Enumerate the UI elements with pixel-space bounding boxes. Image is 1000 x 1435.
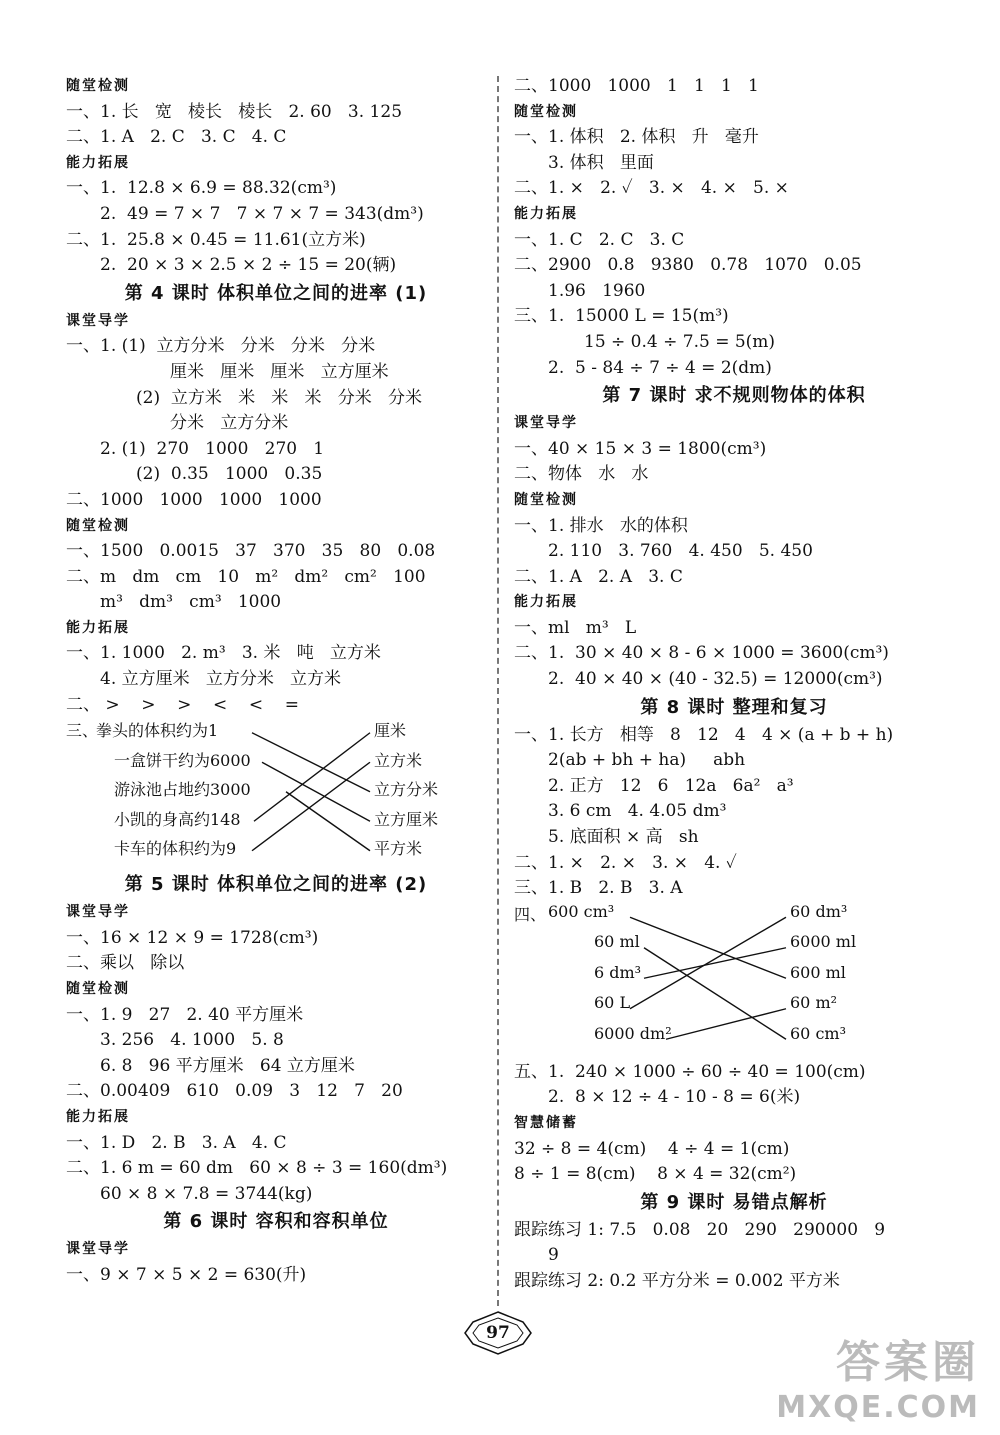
match1-matching	[66, 718, 486, 870]
section-heading: 能力拓展	[66, 619, 130, 636]
lesson-title: 第 9 课时 易错点解析	[640, 1191, 828, 1213]
match1-left-item: 小凯的身高约148	[114, 809, 241, 829]
watermark-url: MXQE.COM	[776, 1390, 980, 1425]
match1-left-item: 一盒饼干约为6000	[114, 750, 251, 770]
match2-right-item: 60 cm³	[790, 1023, 846, 1043]
section-heading: 随堂检测	[514, 491, 578, 508]
match1-right-item: 平方米	[374, 839, 423, 859]
match2-left-item: 6000 dm²	[594, 1023, 672, 1043]
answer-line: 9	[548, 1245, 559, 1266]
answer-line: 一、ml m³ L	[514, 617, 637, 638]
answer-line: 2(ab + bh + ha) abh	[548, 750, 746, 771]
lesson-title: 第 4 课时 体积单位之间的进率 (1)	[124, 282, 428, 304]
answer-line: 二、2900 0.8 9380 0.78 1070 0.05	[514, 255, 862, 276]
section-heading: 随堂检测	[514, 103, 578, 120]
match1-connector-line	[252, 733, 370, 792]
answer-line: 跟踪练习 1: 7.5 0.08 20 290 290000 9	[514, 1219, 886, 1240]
match1-left-item: 拳头的体积约为1	[96, 721, 219, 741]
match2-left-item: 60 ml	[594, 932, 640, 952]
answer-line: 6. 8 96 平方厘米 64 立方厘米	[100, 1055, 355, 1076]
match2-left-item: 6 dm³	[594, 962, 642, 982]
match2-right-item: 600 ml	[790, 962, 846, 982]
match1-connector-line	[286, 792, 370, 851]
answer-line: (2) 0.35 1000 0.35	[136, 464, 323, 485]
answer-line: 五、1. 240 × 1000 ÷ 60 ÷ 40 = 100(cm)	[514, 1061, 866, 1082]
answer-line: 一、1. 12.8 × 6.9 = 88.32(cm³)	[66, 178, 337, 199]
answer-line: 2. 40 × 40 × (40 - 32.5) = 12000(cm³)	[548, 669, 883, 690]
answer-line: 3. 6 cm 4. 4.05 dm³	[548, 801, 727, 822]
answer-line: 3. 体积 里面	[548, 152, 654, 173]
page-number-text: 97	[486, 1323, 510, 1343]
answer-line: 一、1. D 2. B 3. A 4. C	[66, 1132, 287, 1153]
match2-right-item: 6000 ml	[790, 932, 857, 952]
answer-line: 二、1. A 2. A 3. C	[514, 566, 683, 587]
answer-line: 一、1. 9 27 2. 40 平方厘米	[66, 1004, 304, 1025]
answer-line: (2) 立方米 米 米 米 分米 分米	[136, 387, 422, 408]
answer-line: 二、m dm cm 10 m² dm² cm² 100	[66, 566, 426, 587]
match2-connector-line	[630, 917, 786, 978]
section-heading: 课堂导学	[66, 904, 130, 921]
section-heading: 智慧储蓄	[514, 1115, 578, 1131]
answer-line: 2. 110 3. 760 4. 450 5. 450	[548, 541, 813, 562]
match2-left-item: 60 L	[594, 993, 631, 1013]
answer-line: 二、1. A 2. C 3. C 4. C	[66, 127, 287, 148]
answer-line: 一、40 × 15 × 3 = 1800(cm³)	[514, 438, 767, 459]
section-heading: 随堂检测	[66, 78, 130, 94]
answer-line: 二、物体 水 水	[514, 464, 649, 485]
answer-line: 二、0.00409 610 0.09 3 12 7 20	[66, 1081, 403, 1102]
match2-matching	[514, 902, 954, 1060]
watermark	[776, 1326, 980, 1425]
section-heading: 能力拓展	[66, 1109, 130, 1125]
match1-right-item: 立方厘米	[374, 809, 439, 829]
answer-line: 二、1. × 2. × 3. × 4. ✓	[514, 852, 737, 873]
answer-line: 分米 立方分米	[170, 413, 289, 434]
watermark-logo: 答案圈	[836, 1337, 980, 1388]
answer-line: 60 × 8 × 7.8 = 3744(kg)	[100, 1183, 313, 1204]
answer-line: 2. 8 × 12 ÷ 4 - 10 - 8 = 6(米)	[548, 1087, 801, 1108]
match2-connector-line	[644, 948, 786, 979]
answer-line: 一、1. 长 宽 棱长 棱长 2. 60 3. 125	[66, 101, 403, 122]
answer-line: 4. 立方厘米 立方分米 立方米	[100, 669, 342, 690]
right-column	[514, 74, 954, 1295]
lesson-title: 第 6 课时 容积和容积单位	[163, 1211, 389, 1233]
answer-line: 二、1000 1000 1 1 1 1	[514, 76, 759, 96]
answer-line: 一、1. 排水 水的体积	[514, 515, 688, 536]
answer-line: 5. 底面积 × 高 sh	[548, 827, 699, 848]
answer-line: 一、1. C 2. C 3. C	[514, 229, 685, 250]
answer-line: 一、16 × 12 × 9 = 1728(cm³)	[66, 927, 319, 948]
section-heading: 能力拓展	[66, 154, 130, 171]
match1-left-item: 游泳池占地约3000	[114, 780, 251, 800]
answer-line: 三、1. 15000 L = 15(m³)	[514, 306, 729, 327]
section-heading: 课堂导学	[514, 415, 578, 432]
answer-line: 一、1. (1) 立方分米 分米 分米 分米	[66, 336, 376, 357]
match2-left-item: 600 cm³	[548, 901, 615, 921]
answer-line: 二、 > > > < < =	[66, 694, 299, 715]
left-column	[66, 74, 486, 1289]
section-heading: 课堂导学	[66, 1241, 130, 1258]
lesson-title: 第 8 课时 整理和复习	[640, 696, 828, 718]
answer-line: 厘米 厘米 厘米 立方厘米	[170, 361, 389, 382]
match2-prefix: 四、	[514, 904, 547, 924]
answer-line: 跟踪练习 2: 0.2 平方分米 = 0.002 平方米	[514, 1270, 840, 1291]
match1-prefix: 三、	[66, 721, 99, 741]
match2-lines	[514, 902, 954, 1060]
answer-line: 二、1000 1000 1000 1000	[66, 489, 322, 510]
answer-line: 一、1. 1000 2. m³ 3. 米 吨 立方米	[66, 643, 381, 664]
answer-line: 1.96 1960	[548, 280, 646, 301]
answer-line: m³ dm³ cm³ 1000	[100, 592, 282, 613]
answer-line: 2. 5 - 84 ÷ 7 ÷ 4 = 2(dm)	[548, 357, 772, 378]
match1-connector-line	[254, 733, 370, 822]
match1-right-item: 厘米	[374, 721, 407, 741]
answer-line: 2. 正方 12 6 12a 6a² a³	[548, 775, 794, 796]
answer-line: 2. 20 × 3 × 2.5 × 2 ÷ 15 = 20(辆)	[100, 255, 397, 276]
answer-line: 二、1. 30 × 40 × 8 - 6 × 1000 = 3600(cm³)	[514, 643, 889, 664]
match1-right-item: 立方米	[374, 750, 423, 770]
match2-right-item: 60 dm³	[790, 901, 848, 921]
answer-line: 15 ÷ 0.4 ÷ 7.5 = 5(m)	[584, 331, 776, 352]
section-heading: 能力拓展	[514, 205, 578, 222]
answer-line: 二、1. 25.8 × 0.45 = 11.61(立方米)	[66, 229, 366, 250]
section-heading: 课堂导学	[66, 312, 130, 329]
match1-left-item: 卡车的体积约为9	[114, 839, 237, 859]
section-heading: 随堂检测	[66, 517, 130, 534]
lesson-title: 第 5 课时 体积单位之间的进率 (2)	[124, 874, 428, 896]
answer-line: 3. 256 4. 1000 5. 8	[100, 1030, 284, 1051]
match1-right-item: 立方分米	[374, 780, 439, 800]
answer-line: 2. (1) 270 1000 270 1	[100, 438, 325, 459]
section-heading: 随堂检测	[66, 981, 130, 998]
answer-line: 一、1. 体积 2. 体积 升 毫升	[514, 127, 759, 148]
answer-line: 8 ÷ 1 = 8(cm) 8 × 4 = 32(cm²)	[514, 1164, 797, 1185]
answer-line: 一、1500 0.0015 37 370 35 80 0.08	[66, 541, 436, 562]
answer-line: 二、1. 6 m = 60 dm 60 × 8 ÷ 3 = 160(dm³)	[66, 1158, 448, 1179]
answer-line: 二、乘以 除以	[66, 953, 185, 974]
match2-connector-line	[630, 917, 786, 1009]
answer-line: 一、1. 长方 相等 8 12 4 4 × (a + b + h)	[514, 724, 894, 745]
answer-line: 2. 49 = 7 × 7 7 × 7 × 7 = 343(dm³)	[100, 203, 424, 224]
page-number	[463, 1310, 533, 1356]
answer-line: 二、1. × 2. ✓ 3. × 4. × 5. ×	[514, 178, 789, 199]
match2-right-item: 60 m²	[790, 993, 838, 1013]
match2-connector-line	[666, 1009, 786, 1040]
lesson-title: 第 7 课时 求不规则物体的体积	[602, 385, 866, 407]
column-divider	[497, 76, 499, 1306]
answer-line: 三、1. B 2. B 3. A	[514, 878, 683, 899]
answer-line: 一、9 × 7 × 5 × 2 = 630(升)	[66, 1264, 307, 1285]
section-heading: 能力拓展	[514, 594, 578, 611]
answer-line: 32 ÷ 8 = 4(cm) 4 ÷ 4 = 1(cm)	[514, 1138, 790, 1159]
